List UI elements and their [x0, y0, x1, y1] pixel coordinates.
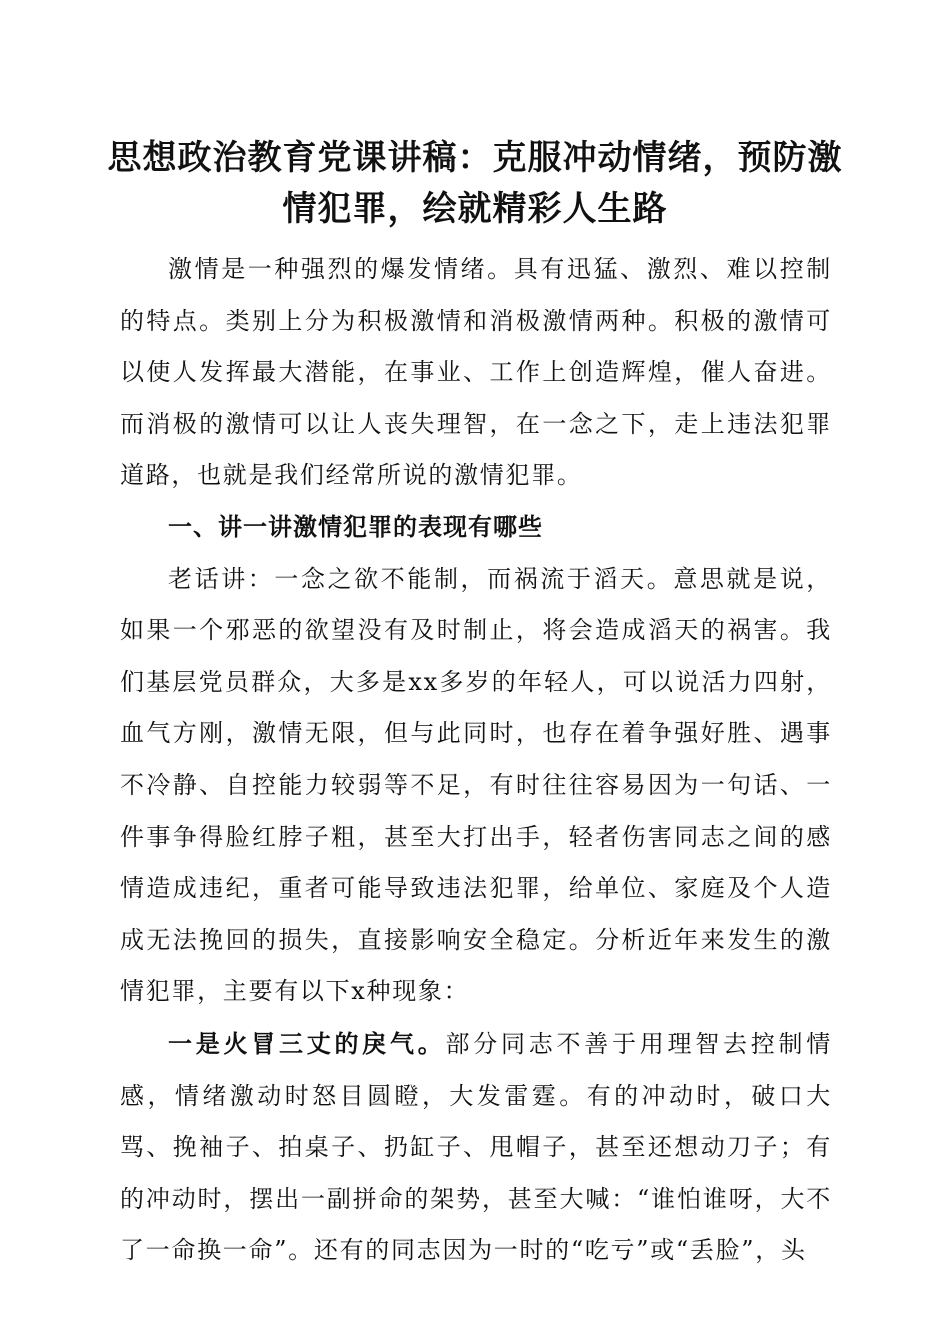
point-one-text: 部分同志不善于用理智去控制情感，情绪激动时怒目圆瞪，大发雷霆。有的冲动时，破口大骂、挽袖子、拍桌子、扔缸子、甩帽子，甚至还想动刀子；有的冲动时，摆出一副拼命的架势，甚至大喊：“谁怕谁呀，大不了一命换一命”。还有的同志因为一时的“吃亏”或“丢脸”，头 [120, 1029, 832, 1265]
section-heading: 一、讲一讲激情犯罪的表现有哪些 [168, 512, 543, 541]
paragraph-intro: 激情是一种强烈的爆发情绪。具有迅猛、激烈、难以控制的特点。类别上分为积极激情和消极激情两种。积极的激情可以使人发挥最大潜能，在事业、工作上创造辉煌，催人奋进。而消极的激情可以让人丧失理智，在一念之下，走上违法犯罪道路，也就是我们经常所说的激情犯罪。 [120, 255, 832, 490]
paragraph-old-saying: 老话讲：一念之欲不能制，而祸流于滔天。意思就是说，如果一个邪恶的欲望没有及时制止，将会造成滔天的祸害。我们基层党员群众，大多是xx多岁的年轻人，可以说活力四射，血气方刚，激情无限，但与此同时，也存在着争强好胜、遇事不冷静、自控能力较弱等不足，有时往往容易因为一句话、一件事争得脸红脖子粗，甚至大打出手，轻者伤害同志之间的感情造成违纪，重者可能导致违法犯罪，给单位、家庭及个人造成无法挽回的损失，直接影响安全稳定。分析近年来发生的激情犯罪，主要有以下x种现象： [120, 564, 832, 1006]
document-body [120, 244, 832, 1277]
point-one-lead: 一是火冒三丈的戾气。 [168, 1028, 446, 1058]
document-title: 思想政治教育党课讲稿：克服冲动情绪，预防激情犯罪，绘就精彩人生路 [107, 138, 843, 229]
paragraph-point-one [120, 1018, 832, 1277]
